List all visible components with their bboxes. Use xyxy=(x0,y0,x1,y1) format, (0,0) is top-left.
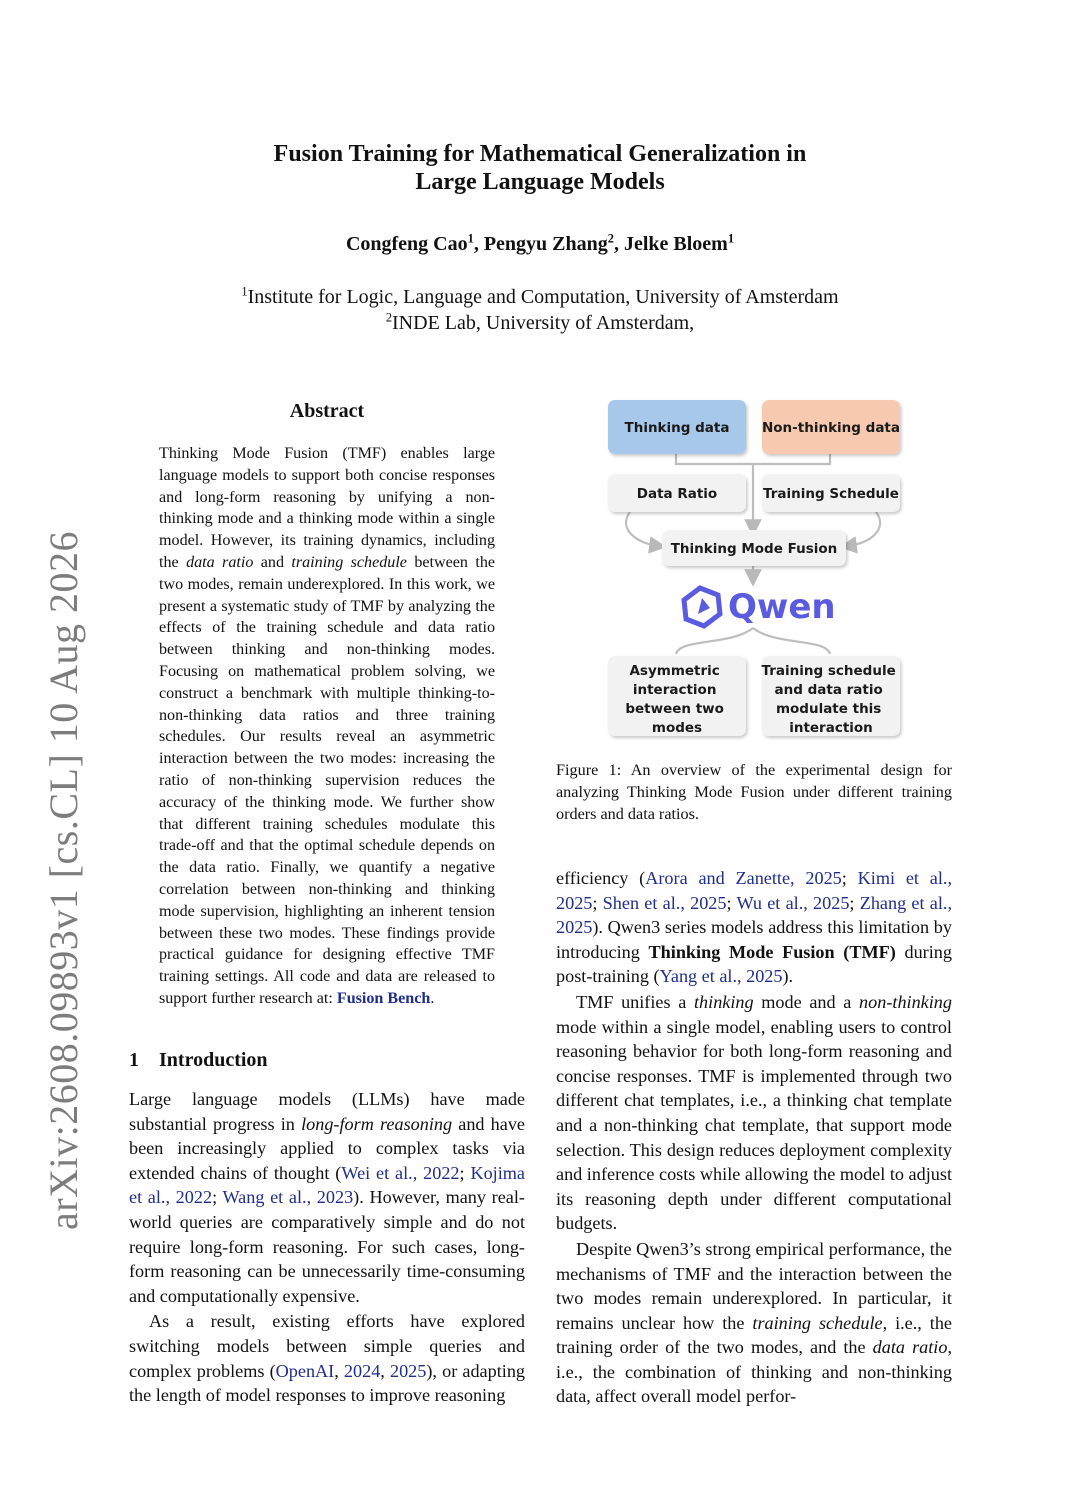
citation-link[interactable]: Wang et al., 2023 xyxy=(222,1187,354,1208)
abstract-text: Thinking Mode Fusion (TMF) enables large language models to support both concise responses and long-form reasoning by unifying a non-thinking mode and a thinking mode within a single model. However, its training dynamics, including the xyxy=(159,445,495,571)
left-column-body xyxy=(129,1087,525,1408)
abstract-text: between the two modes, remain underexplored. In this work, we present a systematic study of TMF by analyzing the effects of the training schedule and data ratio between thinking and non-thinking modes. Focusing on mathematical problem solving, we construct a benchmark with multiple thinking-to-non-thinking data ratios and three training schedules. Our results reveal an asymmetric interaction between the two modes: increasing the ratio of non-thinking supervision reduces the accuracy of the thinking mode. We further show that different training schedules modulate this trade-off and that the optimal schedule depends on the data ratio. Finally, we quantify a negative correlation between non-thinking and thinking mode supervision, highlighting an inherent tension between these two modes. These findings provide practical guidance for designing effective TMF training settings. All code and data are released to support further research at: xyxy=(159,553,496,1007)
body-text: mode and a xyxy=(753,991,860,1012)
affiliation-line xyxy=(0,310,1080,336)
body-emphasis: thinking xyxy=(694,991,754,1012)
right-column-body xyxy=(556,866,952,1409)
body-text: , xyxy=(380,1360,390,1381)
author-name: Congfeng Cao xyxy=(345,233,468,255)
abstract-body xyxy=(159,443,495,1010)
citation-link[interactable]: Wu et al., 2025 xyxy=(736,892,850,913)
body-emphasis: training schedule xyxy=(752,1312,883,1333)
citation-link[interactable]: OpenAI xyxy=(275,1360,335,1381)
author-name: Pengyu Zhang xyxy=(483,233,608,255)
title-line-1: Fusion Training for Mathematical Generalization in xyxy=(273,141,807,167)
body-text: and have been increasingly applied to complex tasks via extended chains of thought ( xyxy=(129,1113,526,1183)
body-text: ), or adapting the length of model responses to improve reasoning xyxy=(129,1360,526,1406)
title-line-2: Large Language Models xyxy=(415,169,665,195)
body-text: Despite Qwen3’s strong empirical performance, the mechanisms of TMF and the interaction between the two modes remain underexplored. In particular, it remains unclear how the xyxy=(556,1238,952,1333)
abstract-text: . xyxy=(430,989,435,1007)
body-text: ; xyxy=(212,1187,223,1208)
body-text: Large language models (LLMs) have made substantial progress in xyxy=(129,1089,525,1134)
body-emphasis: long-form reasoning xyxy=(301,1113,453,1134)
citation-link[interactable]: Wei et al., 2022 xyxy=(341,1162,460,1183)
abstract-emphasis: data ratio xyxy=(186,553,254,571)
schedule-ratio-modulate-label: Training schedule and data ratio modulate this interaction xyxy=(761,663,896,736)
affiliation-line xyxy=(0,284,1080,310)
affiliation-text: Institute for Logic, Language and Computation, University of Amsterdam xyxy=(247,286,839,308)
paragraph xyxy=(556,866,952,989)
figure-1-caption: Figure 1: An overview of the experimental design for analyzing Thinking Mode Fusion under different training orders and data ratios. xyxy=(556,761,952,823)
training-schedule-label: Training Schedule xyxy=(763,486,899,502)
fusion-bench-link[interactable]: Fusion Bench xyxy=(336,989,431,1007)
paragraph xyxy=(129,1309,525,1407)
non-thinking-data-label: Non-thinking data xyxy=(761,420,901,436)
section-number: 1 xyxy=(129,1049,139,1071)
body-text: ; xyxy=(592,892,603,913)
thinking-data-label: Thinking data xyxy=(624,420,730,436)
section-title: Introduction xyxy=(159,1049,268,1071)
author-list: Congfeng Cao$^1$, Pengyu Zhang$^2$, Jelke Bloem$^1$ xyxy=(345,231,735,255)
affiliations xyxy=(0,284,1080,336)
body-text: ; xyxy=(726,892,737,913)
body-text: , xyxy=(334,1360,344,1381)
abstract-text: and xyxy=(253,553,292,571)
body-bold: Thinking Mode Fusion (TMF) xyxy=(648,941,896,962)
author-affiliation-mark: 1 xyxy=(727,231,735,246)
paragraph xyxy=(556,990,952,1236)
body-text: As a result, existing efforts have explored switching models between simple queries and complex problems ( xyxy=(129,1311,525,1381)
author-affiliation-mark: 2 xyxy=(607,231,614,246)
affiliation-text: INDE Lab, University of Amsterdam, xyxy=(392,312,695,334)
affiliation-mark: 2 xyxy=(385,310,393,325)
body-text: during post-training ( xyxy=(556,941,952,987)
affiliation-mark: 1 xyxy=(241,284,248,299)
asymmetric-interaction-label: Asymmetric interaction between two modes xyxy=(625,663,724,736)
citation-link[interactable]: 2024 xyxy=(343,1360,381,1381)
figure-1-diagram xyxy=(590,388,920,748)
paragraph xyxy=(556,1237,952,1409)
citation-link[interactable]: Arora and Zanette, 2025 xyxy=(645,868,842,888)
body-text: mode within a single model, enabling users to control reasoning behavior for both long-form reasoning and concise responses. TMF is implemented through two different chat templates, i.e., a thinking chat template and a non-thinking chat template, that support mode selection. This design reduces deployment complexity and inference costs while allowing the model to adjust its reasoning depth under different computational budgets. xyxy=(556,1016,952,1234)
citation-link[interactable]: Kimi et al., 2025 xyxy=(556,868,952,913)
body-text: , i.e., the training order of the two modes, and the xyxy=(556,1312,952,1358)
qwen-logo-text: Qwen xyxy=(728,587,836,627)
author-affiliation-mark: 1 xyxy=(467,231,474,246)
citation-link[interactable]: Kojima et al., 2022 xyxy=(129,1162,525,1208)
body-emphasis: non-thinking xyxy=(859,991,952,1012)
citation-link[interactable]: 2025 xyxy=(389,1360,427,1381)
citation-link[interactable]: Zhang et al., 2025 xyxy=(556,892,952,938)
body-text: ). However, many real-world queries are comparatively simple and do not require long-form reasoning. For such cases, long-form reasoning can be unnecessarily time-consuming and computationally expensive. xyxy=(129,1187,525,1306)
body-text: ; xyxy=(459,1162,471,1183)
arxiv-id-text: arXiv:2608.09893v1 [cs.CL] 10 Aug 2026 xyxy=(41,530,87,1230)
paper-title xyxy=(0,140,1080,196)
body-text: ). Qwen3 series models address this limitation by introducing xyxy=(556,917,952,962)
author-name: Jelke Bloem xyxy=(623,233,728,255)
body-text: ; xyxy=(841,868,858,888)
arxiv-identifier xyxy=(16,530,111,1230)
body-text: ; xyxy=(849,892,860,913)
body-text: efficiency ( xyxy=(556,868,646,888)
paragraph xyxy=(129,1087,525,1308)
qwen-logo xyxy=(684,587,836,627)
data-ratio-label: Data Ratio xyxy=(636,486,718,502)
section-heading-introduction xyxy=(129,1049,268,1072)
body-text: ). xyxy=(782,966,794,987)
citation-link[interactable]: Shen et al., 2025 xyxy=(602,892,727,913)
abstract-emphasis: training schedule xyxy=(291,553,407,571)
body-text: , i.e., the combination of thinking and non-thinking data, affect overall model perfor- xyxy=(556,1337,952,1407)
body-emphasis: data ratio xyxy=(872,1337,948,1358)
abstract-heading: Abstract xyxy=(289,400,365,422)
thinking-mode-fusion-label: Thinking Mode Fusion xyxy=(670,541,838,557)
body-text: TMF unifies a xyxy=(576,991,694,1012)
citation-link[interactable]: Yang et al., 2025 xyxy=(659,966,783,987)
